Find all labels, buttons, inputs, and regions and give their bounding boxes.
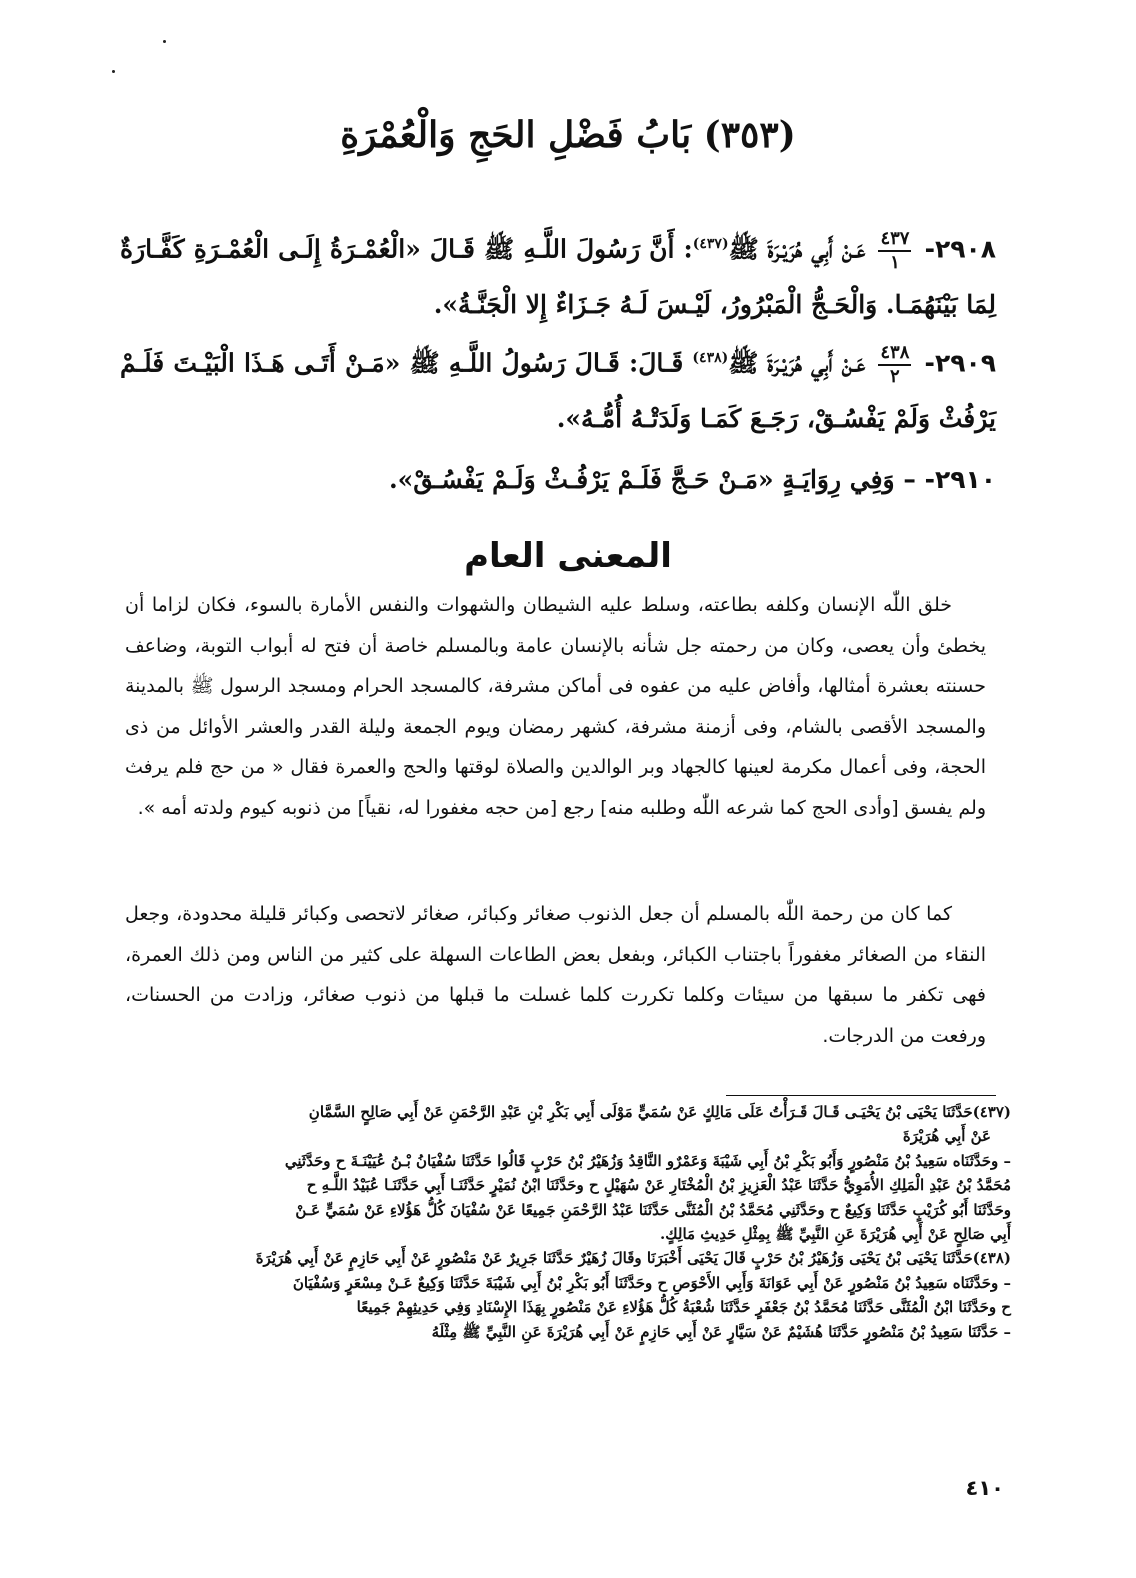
footnotes <box>130 1100 1011 1344</box>
hadith-2908 <box>120 216 996 333</box>
hadith-text: وَفِي رِوَايَـةٍ «مَـنْ حَـجَّ فَلَـمْ يَرْفُـثْ وَلَـمْ يَفْسُـقْ». <box>388 465 895 494</box>
reference-top: ٤٣٧ <box>878 230 911 252</box>
hadith-2909 <box>120 330 996 447</box>
reference-bottom: ٢ <box>890 365 900 387</box>
footnote-line: وحَدَّثَنَا أَبُو كُرَيْبٍ حَدَّثَنَا وَكِيعٌ ح وحَدَّثَنِي مُحَمَّدُ بْنُ الْمُثَنَّى حَدَّثَنَا عَبْدُ الرَّحْمَنِ جَمِيعًا عَنْ سُفْيَانَ كُلُّ هَؤُلاءِ عَنْ سُمَيٍّ عَـنْ <box>295 1200 1011 1219</box>
hadith-2910 <box>120 452 996 508</box>
footnote-line: – وحَدَّثَنَاه سَعِيدُ بْنُ مَنْصُورٍ وَأَبُو بَكْرِ بْنُ أَبِي شَيْبَةَ وَعَمْرٌو النَّاقِدُ وَزُهَيْرُ بْنُ حَرْبٍ قَالُوا حَدَّثَنَا سُفْيَانُ بْـنُ عُيَيْنَـةَ ح وحَدَّثَنِي <box>284 1151 1011 1170</box>
footnote-line: مُحَمَّدُ بْنُ عَبْدِ الْمَلِكِ الأُمَوِيُّ حَدَّثَنَا عَبْدُ الْعَزِيزِ بْنُ الْمُخْتَارِ عَنْ سُهَيْلٍ ح وحَدَّثَنَا ابْنُ نُمَيْرٍ حَدَّثَنَـا أَبِي حَدَّثَنَـا عُبَيْدُ اللَّـهِ ح <box>306 1176 1011 1195</box>
page-number: ٤١٠ <box>965 1476 1004 1500</box>
hadith-text: قَـالَ: قَـالَ رَسُولُ اللَّـهِ ﷺ «مَـنْ أَتَـى هَـذَا الْبَيْـتَ فَلَـمْ يَرْفُثْ وَلَمْ يَفْسُـقْ، رَجَـعَ كَمَـا وَلَدَتْـهُ أُمُّـهُ». <box>120 348 996 434</box>
footnote-line: (٤٣٧)حَدَّثَنَا يَحْيَى بْنُ يَحْيَـى قَـالَ قَـرَأْتُ عَلَى مَالِكٍ عَنْ سُمَيٍّ مَوْلَى أَبِي بَكْرِ بْنِ عَبْدِ الرَّحْمَنِ عَنْ أَبِي صَالِحٍ السَّمَّانِ <box>308 1103 1011 1121</box>
hadith-number: ٢٩١٠- – <box>903 465 996 494</box>
footnote-line: عَنْ أَبِي هُرَيْرَةَ <box>902 1127 991 1146</box>
footnote-marker: (٤٣٨) <box>692 350 729 366</box>
scan-speck <box>112 70 115 73</box>
hadith-text: : أَنَّ رَسُولَ اللَّـهِ ﷺ قَـالَ «الْعُمْـرَةُ إِلَـى الْعُمْـرَةِ كَفَّـارَةٌ لِمَا بَيْنَهُمَـا. وَالْحَـجُّ الْمَبْرُورُ، لَيْـسَ لَـهُ جَـزَاءٌ إِلا الْجَنَّـةُ». <box>120 234 996 320</box>
footnote-separator <box>726 1095 996 1096</box>
footnote-marker: (٤٣٧) <box>692 236 729 252</box>
hadith-text: عَـنْ أَبِي هُرَيْـرَةَ ﷺ <box>728 348 866 378</box>
footnote-line: أَبِي صَالِحٍ عَنْ أَبِي هُرَيْرَةَ عَنِ النَّبِيِّ ﷺ بِمِثْلِ حَدِيثِ مَالِكٍ. <box>660 1225 1011 1244</box>
footnote-line: – وحَدَّثَنَاه سَعِيدُ بْنُ مَنْصُورٍ عَنْ أَبِي عَوَانَةَ وَأَبِي الأَحْوَصِ ح وحَدَّثَنَا أَبُو بَكْرِ بْنُ أَبِي شَيْبَةَ حَدَّثَنَا وَكِيعٌ عَـنْ مِسْعَرٍ وَسُفْيَانَ <box>292 1273 1011 1292</box>
chapter-title: (٣٥٣) بَابُ فَضْلِ الحَجِ وَالْعُمْرَةِ <box>340 114 796 156</box>
hadith-reference <box>878 227 911 273</box>
footnote-line: – حَدَّثَنَا سَعِيدُ بْنُ مَنْصُورٍ حَدَّثَنَا هُشَيْمٌ عَنْ سَيَّارٍ عَنْ أَبِي حَازِمٍ عَنْ أَبِي هُرَيْرَةَ عَنِ النَّبِيِّ ﷺ مِثْلَهُ <box>431 1322 1011 1341</box>
scan-speck <box>163 40 166 43</box>
hadith-reference <box>878 341 911 387</box>
section-title: المعنى العام <box>464 536 672 576</box>
footnote-line: (٤٣٨)حَدَّثَنَا يَحْيَى بْنُ يَحْيَى وَزُهَيْرُ بْنُ حَرْبٍ قَالَ يَحْيَى أَخْبَرَنَا وقَالَ زُهَيْرٌ حَدَّثَنَا جَرِيرٌ عَنْ مَنْصُورٍ عَنْ أَبِي حَازِمٍ عَنْ أَبِي هُرَيْرَةَ <box>255 1249 1011 1268</box>
footnote-line: ح وحَدَّثَنَا ابْنُ الْمُثَنَّى حَدَّثَنَا مُحَمَّدُ بْنُ جَعْفَرٍ حَدَّثَنَا شُعْبَةُ كُلُّ هَؤُلاءِ عَنْ مَنْصُورٍ بِهَذَا الإِسْنَادِ وَفِي حَدِيثِهِمْ جَمِيعًا <box>356 1298 1011 1317</box>
reference-top: ٤٣٨ <box>878 344 911 366</box>
hadith-text: عَـنْ أَبِي هُرَيْـرَةَ ﷺ <box>728 234 866 264</box>
body-paragraph: خلق اللّٰه الإنسان وكلفه بطاعته، وسلط عليه الشيطان والشهوات والنفس الأمارة بالسوء، فكان لزاما أن يخطئ وأن يعصى، وكان من رحمته جل شأنه بالإنسان عامة وبالمسلم خاصة أن فتح له أبواب التوبة، وضاعف حسنته بعشرة أمثالها، وأفاض عليه من عفوه فى أماكن مشرفة، كالمسجد الحرام ومسجد الرسول ﷺ بالمدينة والمسجد الأقصى بالشام، وفى أزمنة مشرفة، كشهر رمضان ويوم الجمعة وليلة القدر والعشر الأوائل من ذى الحجة، وفى أعمال مكرمة لعينها كالجهاد وبر الوالدين والصلاة لوقتها والحج والعمرة فقال « من حج فلم يرفث ولم يفسق [وأدى الحج كما شرعه اللّٰه وطلبه منه] رجع [من حجه مغفورا له، نقياً] من ذنوبه كيوم ولدته أمه ». <box>125 594 986 819</box>
hadith-number: ٢٩٠٩- <box>924 348 996 378</box>
reference-bottom: ١ <box>890 251 900 273</box>
body-paragraph: كما كان من رحمة اللّٰه بالمسلم أن جعل الذنوب صغائر وكبائر، صغائر لاتحصى وكبائر قليلة محدودة، وجعل النقاء من الصغائر مغفوراً باجتناب الكبائر، وبفعل بعض الطاعات السهلة على كثير من الناس ومن ذلك العمرة، فهى تكفر ما سبقها من سيئات وكلما تكررت كلما غسلت ما قبلها من ذنوب صغائر، وزادت من الحسنات، ورفعت من الدرجات. <box>125 903 986 1047</box>
hadith-number: ٢٩٠٨- <box>924 234 996 264</box>
